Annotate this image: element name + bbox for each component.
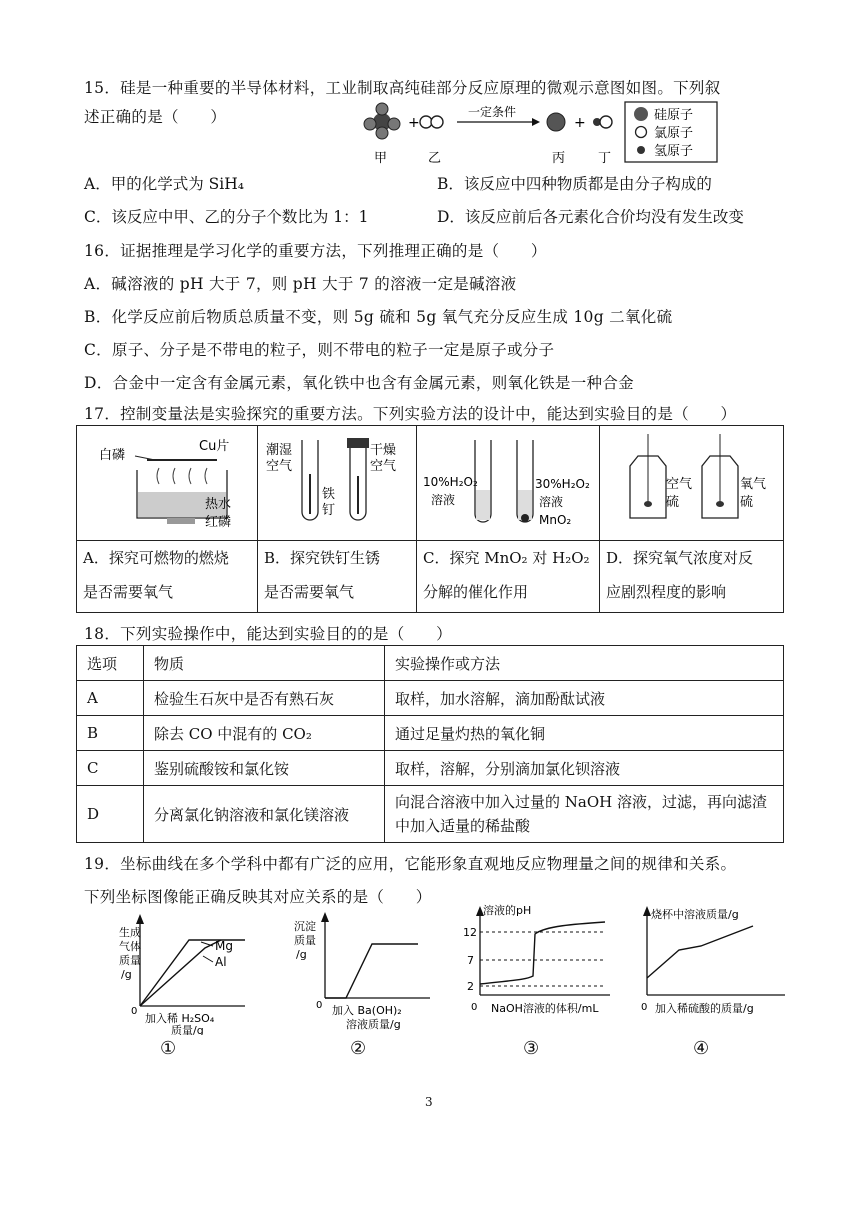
g4-xlabel: 加入稀硫酸的质量/g [655, 1002, 754, 1015]
g2-ylabel-1: 沉淀 [294, 920, 316, 933]
graph-number-1: ① [160, 1038, 177, 1059]
q17-caption-c: C．探究 MnO₂ 对 H₂O₂ 分解的催化作用 [417, 541, 600, 613]
table-cell: 除去 CO 中混有的 CO₂ [144, 716, 385, 751]
label-mno2: MnO₂ [539, 513, 572, 527]
label-yi: 乙 [428, 151, 442, 166]
label-ding: 丁 [598, 151, 612, 166]
g4-ylabel: 烧杯中溶液质量/g [651, 908, 739, 921]
q17-fig-a-cell [77, 426, 258, 541]
q19-graph-1 [105, 910, 275, 1035]
g2-ylabel-2: 质量 [294, 934, 316, 947]
q17-stem: 17．控制变量法是实验探究的重要方法。下列实验方法的设计中，能达到实验目的是（ ） [84, 405, 737, 423]
g3-curve [480, 922, 605, 984]
table-cell: 取样，加水溶解，滴加酚酞试液 [385, 681, 784, 716]
table-cell: 分离氯化钠溶液和氯化镁溶液 [144, 786, 385, 843]
g1-ylabel-3: 质量 [119, 954, 141, 967]
table-cell: C [77, 751, 144, 786]
label-nail-2: 钉 [322, 503, 336, 518]
graph-number-3: ③ [523, 1038, 540, 1059]
table-row [77, 786, 784, 843]
page-number: 3 [425, 1095, 433, 1109]
q17-caption-d: D．探究氧气浓度对反 应剧烈程度的影响 [600, 541, 784, 613]
table-row [77, 681, 784, 716]
g3-tick-2: 2 [467, 980, 474, 993]
table-cell: 取样，溶解，分别滴加氯化钡溶液 [385, 751, 784, 786]
table-header-cell: 选项 [77, 646, 144, 681]
q15-stem-line2: 述正确的是（ ） [84, 108, 227, 126]
g4-curve [647, 926, 753, 978]
q16-option-c: C．原子、分子是不带电的粒子，则不带电的粒子一定是原子或分子 [84, 341, 555, 359]
g3-tick-12: 12 [463, 926, 477, 939]
table-row [77, 716, 784, 751]
label-dry-1: 干燥 [370, 443, 397, 458]
molecule-ding [593, 116, 612, 128]
label-10-h2o2: 10%H₂O₂ [423, 475, 478, 489]
table-cell: 检验生石灰中是否有熟石灰 [144, 681, 385, 716]
g1-xlabel-1: 加入稀 H₂SO₄ [145, 1012, 215, 1025]
g1-series-mg: Mg [215, 939, 233, 953]
arrow-label: 一定条件 [468, 105, 517, 119]
g1-ylabel-4: /g [121, 968, 132, 981]
q15-option-a: A．甲的化学式为 SiH₄ [84, 175, 244, 193]
q15-stem-line1: 15．硅是一种重要的半导体材料，工业制取高纯硅部分反应原理的微观示意图如图。下列叙 [84, 79, 721, 97]
q19-graph-3 [455, 900, 620, 1025]
q15-option-c: C．该反应中甲、乙的分子个数比为 1：1 [84, 208, 369, 226]
q16-option-d: D．合金中一定含有金属元素，氧化铁中也含有金属元素，则氧化铁是一种合金 [84, 374, 634, 392]
label-wet-1: 潮湿 [266, 443, 293, 458]
q16-option-a: A．碱溶液的 pH 大于 7，则 pH 大于 7 的溶液一定是碱溶液 [84, 275, 517, 293]
table-row [77, 751, 784, 786]
g3-tick-7: 7 [467, 954, 474, 967]
g1-curve-al [140, 940, 221, 1006]
table-cell: 通过足量灼热的氧化铜 [385, 716, 784, 751]
q15-option-d: D．该反应前后各元素化合价均没有发生改变 [437, 208, 744, 226]
q17-fig-a [77, 426, 257, 536]
label-bing: 丙 [552, 151, 566, 166]
table-cell: 鉴别硫酸铵和氯化铵 [144, 751, 385, 786]
q17-fig-b-cell [258, 426, 417, 541]
molecule-yi [420, 116, 443, 128]
label-white-p: 白磷 [99, 448, 126, 463]
q17-fig-c [417, 426, 599, 536]
svg-text:+: + [574, 115, 586, 131]
g2-origin: 0 [316, 1000, 323, 1011]
q19-graph-2 [290, 910, 440, 1035]
graph-number-2: ② [350, 1038, 367, 1059]
label-dry-2: 空气 [370, 459, 397, 474]
g2-xlabel-1: 加入 Ba(OH)₂ [332, 1004, 402, 1017]
molecule-bing [547, 113, 565, 131]
graph-number-4: ④ [693, 1038, 710, 1059]
label-sulfur-2: 硫 [740, 495, 754, 510]
q19-stem-line1: 19．坐标曲线在多个学科中都有广泛的应用，它能形象直观地反应物理量之间的规律和关系。 [84, 855, 737, 873]
label-nail-1: 铁 [322, 487, 336, 502]
g3-xlabel: NaOH溶液的体积/mL [491, 1002, 599, 1015]
g1-origin: 0 [131, 1006, 138, 1017]
label-air: 空气 [666, 477, 693, 492]
label-red-p: 红磷 [205, 515, 232, 530]
q16-stem: 16．证据推理是学习化学的重要方法，下列推理正确的是（ ） [84, 242, 547, 260]
q15-reaction-diagram [360, 100, 790, 170]
label-left-solution: 溶液 [431, 493, 456, 507]
table-cell: A [77, 681, 144, 716]
g1-series-al: Al [215, 955, 227, 969]
q17-fig-c-cell [417, 426, 600, 541]
legend-h: 氢原子 [654, 144, 694, 159]
q17-caption-a: A．探究可燃物的燃烧 是否需要氧气 [77, 541, 258, 613]
table-cell: 向混合溶液中加入过量的 NaOH 溶液，过滤，再向滤渣中加入适量的稀盐酸 [385, 786, 784, 843]
g2-ylabel-3: /g [296, 948, 307, 961]
label-sulfur-1: 硫 [666, 495, 680, 510]
g3-origin: 0 [471, 1002, 478, 1013]
q18-stem: 18．下列实验操作中，能达到实验目的的是（ ） [84, 625, 452, 643]
table-header-cell: 实验操作或方法 [385, 646, 784, 681]
table-header-row [77, 646, 784, 681]
q18-table [76, 645, 784, 843]
g2-curve [325, 944, 418, 998]
g1-ylabel-1: 生成 [119, 926, 141, 939]
q17-fig-b [258, 426, 416, 536]
label-hot-water: 热水 [205, 497, 232, 512]
svg-text:+: + [408, 115, 420, 131]
label-30-h2o2: 30%H₂O₂ [535, 477, 590, 491]
table-header-cell: 物质 [144, 646, 385, 681]
g1-ylabel-2: 气体 [119, 940, 141, 953]
label-cu: Cu片 [199, 439, 230, 454]
table-cell: B [77, 716, 144, 751]
g1-xlabel-2: 质量/g [171, 1024, 204, 1035]
label-oxygen: 氧气 [740, 477, 767, 492]
q15-option-b: B．该反应中四种物质都是由分子构成的 [437, 175, 712, 193]
label-jia: 甲 [374, 151, 388, 166]
g2-xlabel-2: 溶液质量/g [346, 1018, 401, 1031]
q17-table [76, 425, 784, 613]
molecule-jia [364, 103, 400, 139]
legend-si: 硅原子 [654, 108, 694, 123]
q19-stem-line2: 下列坐标图像能正确反映其对应关系的是（ ） [84, 888, 432, 906]
legend-cl: 氯原子 [654, 126, 694, 141]
g3-ylabel: 溶液的pH [483, 904, 532, 917]
q19-graph-4 [635, 900, 800, 1025]
label-right-solution: 溶液 [539, 495, 564, 509]
q17-caption-b: B．探究铁钉生锈 是否需要氧气 [258, 541, 417, 613]
q17-fig-d-cell [600, 426, 784, 541]
g4-origin: 0 [641, 1002, 648, 1013]
table-cell: D [77, 786, 144, 843]
label-wet-2: 空气 [266, 459, 293, 474]
q16-option-b: B．化学反应前后物质总质量不变，则 5g 硫和 5g 氧气充分反应生成 10g 二氧化硫 [84, 308, 673, 326]
q17-fig-d [600, 426, 780, 536]
